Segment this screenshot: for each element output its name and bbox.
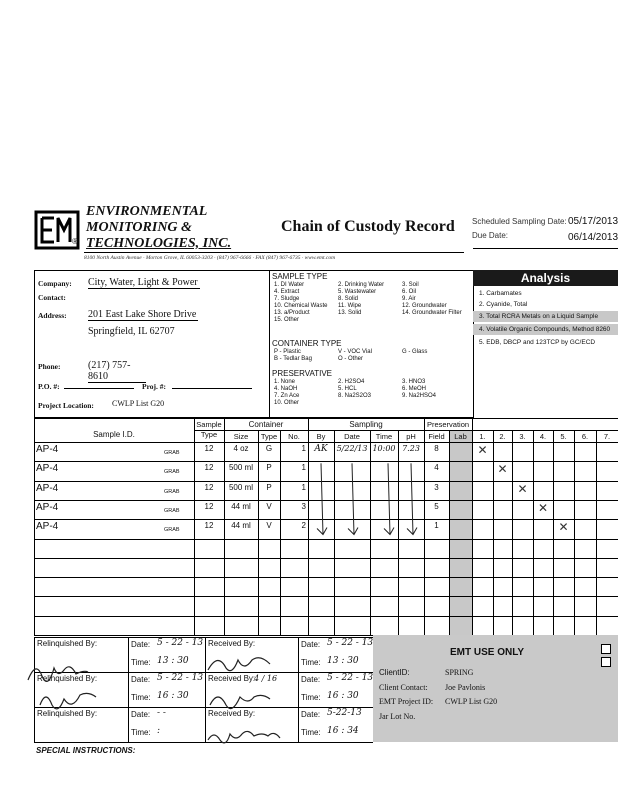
rel-time-value: : [157,726,161,736]
rec-date-label: Date: [301,710,321,719]
sample-type-item: 8. Solid [338,296,359,302]
check-mark: ✕ [537,500,549,515]
sample-type-item: 7. Sludge [274,296,300,302]
container-type-item: G - Glass [402,349,428,355]
no-header: No. [288,432,300,441]
analysis-item: 1. Carbamates [479,290,522,297]
address-label: Address: [38,311,67,320]
check-mark: ✕ [517,481,528,496]
sample-type-heading: SAMPLE TYPE [272,272,328,281]
date-cell: 5/22/13 [336,444,368,453]
sample-type-item: 14. Groundwater Filter [402,310,462,316]
sample-type-item: 9. Air [402,296,416,302]
company-address: 8100 North Austin Avenue · Morton Grove, IL 60053-3203 · (847) 967-6666 · FAX (847) 967-6735 · www.emt.com [84,255,336,261]
sample-type-item: 3. Soil [402,282,419,288]
grab-label: GRAB [164,450,180,456]
sample-type-item: 5. Wastewater [338,289,377,295]
contact-label: Contact: [38,293,66,302]
received-by-label: Received By: [208,709,256,718]
handwritten-signature [40,693,96,708]
received-by-label: Received By: [208,674,256,683]
rec-time-value: 16 : 34 [327,726,359,736]
no-cell: 3 [301,501,306,511]
emt-project-value: CWLP List G20 [445,697,498,706]
sample-id-cell: AP-4 [36,521,59,533]
sample-type-item: 2. Drinking Water [338,282,385,288]
rec-time-value: 13 : 30 [327,656,359,666]
handwritten-signature [28,667,88,682]
analysis-col-header: 5. [560,432,567,441]
date-header: Date [344,432,360,441]
company-field[interactable]: City, Water, Light & Power [88,277,200,289]
size-cell: 44 ml [231,521,251,531]
analysis-col-header: 3. [519,432,526,441]
sample-type-item: 1. DI Water [274,282,305,288]
container-type-item: V - VOC Vial [338,349,372,355]
sample-type-cell: 12 [204,501,214,511]
handwritten-signature [208,658,270,671]
rel-date-value: 5 - 22 - 13 [157,673,204,683]
check-mark: ✕ [477,443,488,457]
sample-type-item: 6. Oil [402,289,417,295]
analysis-col-header: 6. [581,432,589,441]
project-location-label: Project Location: [38,401,94,410]
preservative-item: 9. Na2HSO4 [402,393,437,399]
rel-time-value: 16 : 30 [157,691,189,701]
size-cell: 4 oz [233,444,249,453]
check-mark: ✕ [497,462,508,477]
preservation-header: Preservation [426,420,470,429]
sample-id-header: Sample I.D. [93,430,135,439]
grab-label: GRAB [164,488,180,495]
by-cell: AK [314,444,328,454]
preservative-item: 1. None [274,379,296,385]
relinquished-by-label: Relinquished By: [37,639,98,648]
sample-id-cell: AP-4 [36,444,59,455]
client-contact-value: Joe Pavlonis [445,683,486,692]
sample-id-cell: AP-4 [36,463,59,475]
grab-label: GRAB [164,507,180,514]
ph-cell: 7.23 [402,444,420,453]
analysis-item: 5. EDB, DBCP and 123TCP by GC/ECD [479,339,596,346]
checkbox[interactable] [601,657,611,667]
address-line-1[interactable]: 201 East Lake Shore Drive [88,309,197,320]
client-contact-label: Client Contact: [379,683,428,692]
preservative-item: 2. H2SO4 [338,379,365,385]
relinquished-by-label: Relinquished By: [37,674,98,683]
rel-time-label: Time: [131,728,151,737]
analysis-col-header: 2. [499,432,506,441]
preservative-item: 7. Zn Ace [274,393,300,399]
sample-id-cell: AP-4 [36,482,59,494]
container-header: Container [248,420,284,429]
rec-time-label: Time: [301,658,321,667]
preservative-heading: PRESERVATIVE [272,369,333,378]
rel-time-value: 13 : 30 [157,656,189,666]
sample-type-cell: 12 [204,444,214,453]
analysis-heading: Analysis [473,270,618,286]
due-date-label: Due Date: [472,231,509,240]
sample-type-header: Sample Type [196,420,222,439]
received-note: 4 / 16 [254,674,278,683]
registered-mark: ® [72,237,78,246]
address-line-2[interactable]: Springfield, IL 62707 [88,326,175,337]
rel-time-label: Time: [131,693,151,702]
sample-type-item: 13. Solid [338,310,362,316]
analysis-item: 4. Volatile Organic Compounds, Method 8260 [473,324,618,335]
preservative-item: 3. HNO3 [402,379,426,385]
size-cell: 500 ml [228,482,253,492]
by-header: By [316,432,326,441]
analysis-item: 3. Total RCRA Metals on a Liquid Sample [473,311,618,322]
container-type-item: P - Plastic [274,349,301,355]
analysis-col-header: 7. [603,432,611,441]
rel-date-label: Date: [131,675,151,684]
special-instructions-label: SPECIAL INSTRUCTIONS: [36,746,136,755]
received-by-label: Received By: [208,639,256,648]
company-label: Company: [38,279,72,288]
sample-type-item: 11. Wipe [338,303,362,309]
proj-label: Proj. #: [142,382,167,391]
scheduled-sampling-label: Scheduled Sampling Date: [472,217,567,226]
analysis-col-header: 1. [479,432,486,441]
handwritten-signature [210,695,270,708]
po-label: P.O. #: [38,382,60,391]
size-cell: 500 ml [228,463,253,473]
lab-header: Lab [454,432,467,441]
preservative-item: 8. Na2S2O3 [338,393,372,399]
rec-time-label: Time: [301,693,321,702]
emt-project-label: EMT Project ID: [379,697,434,706]
company-name-line: TECHNOLOGIES, INC. [86,236,232,251]
type-cell: G [265,444,273,453]
client-id-label: ClientID: [379,668,410,677]
rec-date-value: 5 - 22 - 13 [327,673,374,683]
no-cell: 1 [301,482,306,492]
phone-field[interactable]: (217) 757-8610 [88,360,146,383]
rec-time-label: Time: [301,728,321,737]
field-cell: 5 [434,501,439,511]
field-cell: 3 [434,482,439,492]
rel-date-value: 5 - 22 - 13 [157,638,204,648]
rel-date-label: Date: [131,710,151,719]
sample-id-cell: AP-4 [36,501,59,513]
size-cell: 44 ml [231,501,251,511]
sample-type-item: 10. Chemical Waste [274,303,328,309]
rec-date-label: Date: [301,675,321,684]
sample-type-item: 15. Other [274,317,300,323]
sample-type-item: 4. Extract [274,289,300,295]
rel-date-label: Date: [131,640,151,649]
rec-date-value: 5-22-13 [327,708,362,718]
type-header: Type [260,432,278,441]
no-cell: 2 [301,521,306,531]
sample-type-cell: 12 [204,482,214,492]
scheduled-sampling-date: 05/17/2013 [568,216,618,227]
sample-type-item: 12. Groundwater [402,303,447,309]
size-header: Size [233,432,249,441]
grab-label: GRAB [164,469,180,476]
analysis-col-header: 4. [539,432,547,441]
sample-type-item: 13. a/Product [274,310,310,316]
field-cell: 4 [434,463,439,473]
phone-label: Phone: [38,362,61,371]
project-location-field[interactable]: CWLP List G20 [112,399,165,408]
sampling-header: Sampling [349,420,383,429]
time-cell: 10:00 [372,444,396,453]
rel-time-label: Time: [131,658,151,667]
container-type-heading: CONTAINER TYPE [272,339,342,348]
emt-heading: EMT USE ONLY [450,647,525,658]
container-type-item: O - Other [338,356,364,362]
type-cell: V [266,521,272,531]
container-type-item: B - Tedlar Bag [274,356,312,362]
type-cell: P [266,482,272,492]
jar-lot-label: Jar Lot No. [379,712,416,721]
due-date: 06/14/2013 [568,232,618,243]
preservative-item: 4. NaOH [274,386,298,392]
preservative-item: 5. HCL [338,386,357,392]
no-cell: 1 [301,463,306,473]
sample-type-cell: 12 [204,463,214,473]
ph-header: pH [406,432,416,441]
preservative-item: 10. Other [274,400,300,406]
grab-label: GRAB [164,527,180,534]
type-cell: V [266,501,272,511]
check-mark: ✕ [558,520,569,535]
field-cell: 8 [434,444,439,453]
rec-date-value: 5 - 22 - 13 [327,638,374,648]
sample-type-cell: 12 [204,521,214,531]
rel-date-value: - - [157,708,166,718]
company-name-line: ENVIRONMENTAL [86,204,208,219]
type-cell: P [266,463,272,473]
preservative-item: 6. MeOH [402,386,427,392]
checkbox[interactable] [601,644,611,654]
relinquished-by-label: Relinquished By: [37,709,98,718]
time-header: Time [375,432,393,441]
analysis-item: 2. Cyanide, Total [479,301,528,308]
field-header: Field [428,432,445,441]
field-cell: 1 [434,521,439,531]
rec-date-label: Date: [301,640,321,649]
company-name-line: MONITORING & [86,220,192,235]
rec-time-value: 16 : 30 [327,691,359,701]
handwritten-signature [208,731,280,742]
no-cell: 1 [301,444,306,453]
document-title: Chain of Custody Record [281,218,455,235]
client-id-value: SPRING [445,668,474,677]
